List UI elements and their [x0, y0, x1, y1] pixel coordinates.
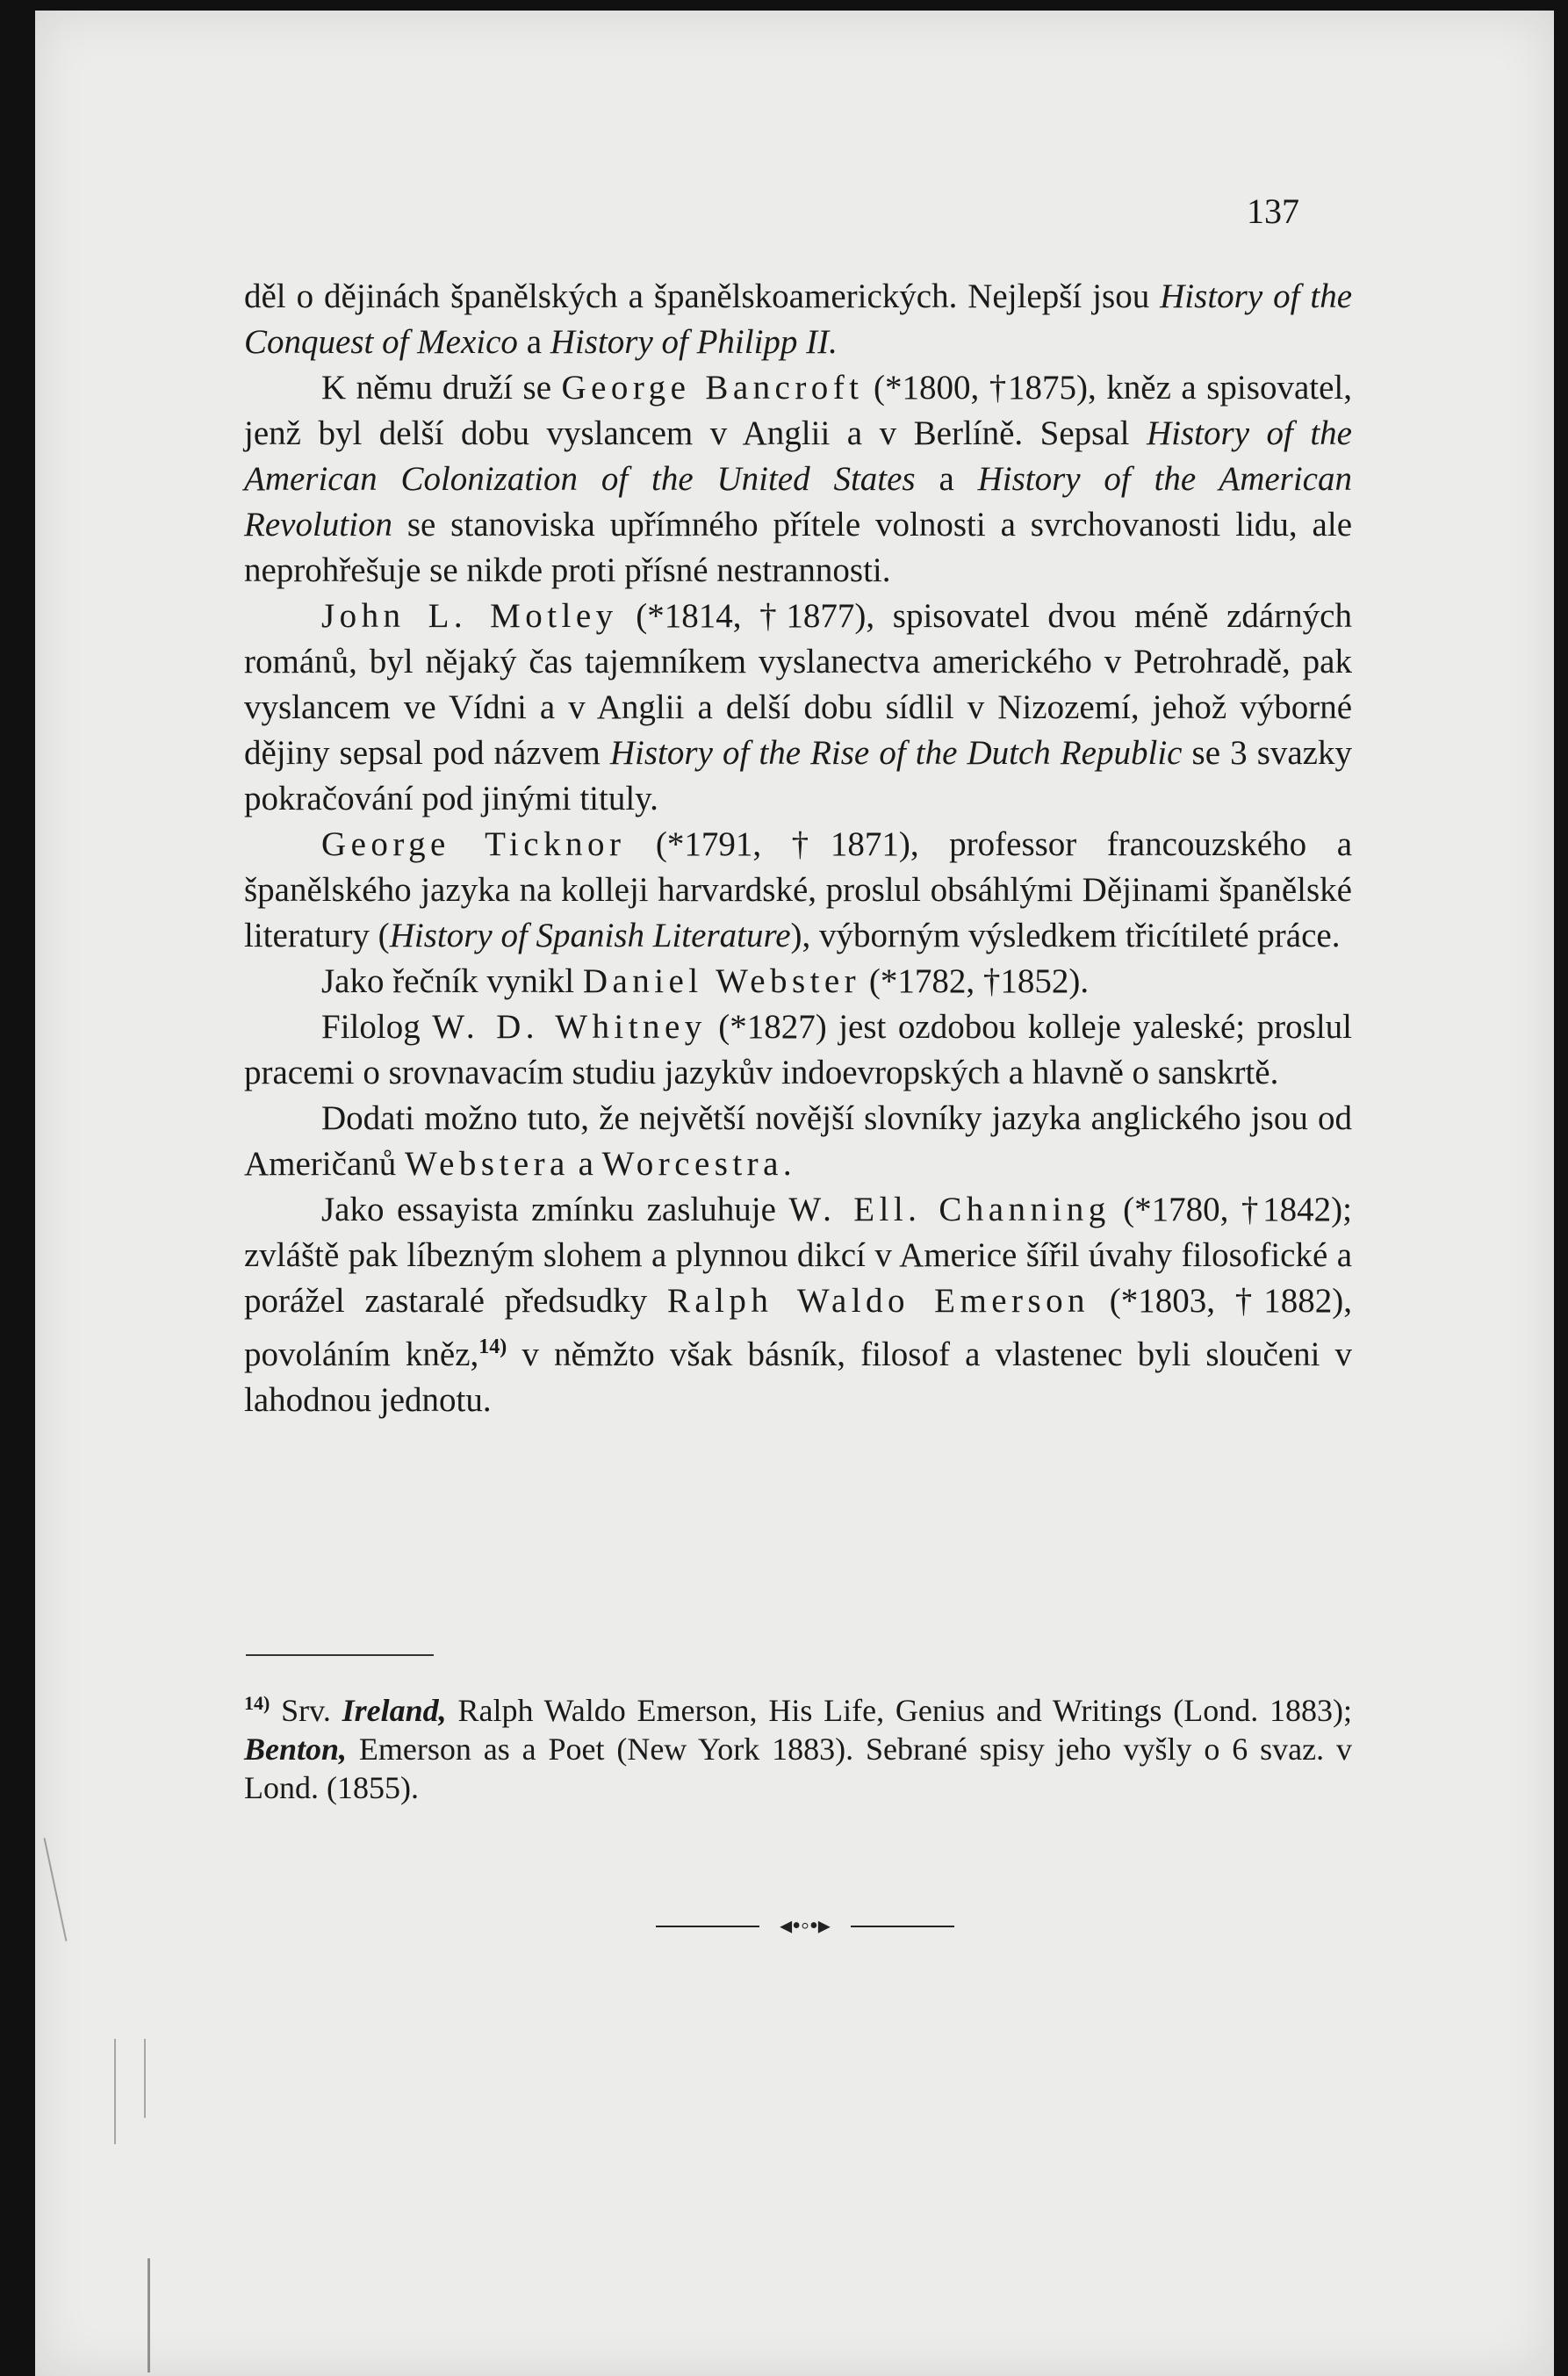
paragraph-2-text: a — [915, 460, 978, 498]
paragraph-4 — [244, 822, 1352, 959]
author-name: Ralph Waldo Emerson — [666, 1282, 1090, 1320]
paragraph-8 — [244, 1187, 1352, 1423]
end-ornament — [656, 1909, 954, 1944]
footnote-text: Ralph Waldo Emerson, His Life, Genius and Writings (Lond. 1883); — [446, 1693, 1353, 1728]
footnote — [244, 1684, 1352, 1807]
paragraph-8-text: Jako essayista zmínku zasluhuje — [321, 1191, 789, 1228]
paragraph-5 — [244, 959, 1352, 1004]
paragraph-1-text: a — [517, 323, 550, 361]
paragraph-7-text: a — [569, 1145, 602, 1183]
book-title: History of Philipp II. — [550, 323, 838, 361]
paragraph-4-text: ), výborným výsledkem třicítileté práce. — [790, 917, 1341, 954]
footnote-mark: 14) — [244, 1692, 270, 1714]
footnote-divider — [246, 1654, 434, 1656]
author-name: Daniel Webster — [582, 962, 861, 1000]
paragraph-8-text: (*1780, †1842); zvláště pak líbezným slohem a plynnou dikcí v Americe šířil úvahy filosofické a porážel zastaralé předsudky — [244, 1191, 1352, 1320]
author-name: Worcestra — [601, 1145, 783, 1183]
scan-mark — [44, 1838, 68, 1941]
paragraph-3-text: se 3 svazky pokračování pod jinými tituly. — [244, 734, 1352, 817]
author-name: Webstera — [405, 1145, 570, 1183]
book-title: History of the American Colonization of the United States — [244, 414, 1352, 498]
paragraph-1 — [244, 274, 1352, 365]
page-number: 137 — [1247, 191, 1299, 231]
footnote-text: Srv. — [270, 1693, 342, 1728]
footnote-author: Ireland, — [342, 1693, 447, 1728]
paragraph-2 — [244, 365, 1352, 594]
paragraph-5-text: (*1782, †1852). — [860, 962, 1090, 1000]
paragraph-3-text: (*1814, †1877), spisovatel dvou méně zdárných románů, byl nějaký čas tajemníkem vyslanectva amerického v Petrohradě, pak vyslancem ve Vídni a v Anglii a delší dobu sídlil v Nizozemí, jehož výborné dějiny sepsal pod názvem — [244, 597, 1352, 772]
paragraph-6 — [244, 1004, 1352, 1096]
ornament-right-line — [851, 1926, 954, 1927]
paragraph-6-text: (*1827) jest ozdobou kolleje yaleské; proslul pracemi o srovnavacím studiu jazykův indoevropských a hlavně o sanskrtě. — [244, 1008, 1352, 1091]
paragraph-3 — [244, 594, 1352, 822]
footnote-reference: 14) — [478, 1336, 507, 1358]
paragraph-2-text: K němu druží se — [321, 369, 562, 407]
ornament-icon: ◂•◦•▸ — [780, 1912, 831, 1940]
paragraph-7-text: Dodati možno tuto, že největší novější slovníky jazyka anglického jsou od Američanů — [244, 1099, 1352, 1183]
paragraph-2-text: (*1800, †1875), kněz a spisovatel, jenž byl delší dobu vyslancem v Anglii a v Berlíně. Sepsal — [244, 369, 1352, 452]
body-text — [244, 274, 1352, 1423]
author-name: George Ticknor — [321, 825, 626, 863]
paragraph-8-text: (*1803, †1882), povoláním kněz, — [244, 1282, 1352, 1373]
paragraph-1-text: děl o dějinách španělských a španělskoamerických. Nejlepší jsou — [244, 277, 1161, 315]
author-name: W. D. Whitney — [432, 1008, 707, 1046]
scan-mark — [114, 2039, 116, 2144]
book-page — [35, 11, 1554, 2376]
paragraph-6-text: Filolog — [321, 1008, 433, 1046]
author-name: George Bancroft — [561, 369, 864, 407]
paragraph-7-text: . — [782, 1145, 792, 1183]
paragraph-5-text: Jako řečník vynikl — [321, 962, 583, 1000]
paragraph-4-text: (*1791, †1871), professor francouzského a španělského jazyka na kolleji harvardské, proslul obsáhlými Dějinami španělské literatury ( — [244, 825, 1352, 954]
footnote-author: Benton, — [244, 1732, 348, 1767]
scan-mark — [147, 2258, 150, 2372]
paragraph-8-text: v němžto však básník, filosof a vlastenec byli sloučeni v lahodnou jednotu. — [244, 1336, 1353, 1419]
book-title: History of Spanish Literature — [389, 917, 791, 954]
author-name: W. Ell. Channing — [788, 1191, 1111, 1228]
footnote-text: Emerson as a Poet (New York 1883). Sebrané spisy jeho vyšly o 6 svaz. v Lond. (1855). — [244, 1732, 1352, 1805]
paragraph-2-text: se stanoviska upřímného přítele volnosti a svrchovanosti lidu, ale neprohřešuje se nikde proti přísné nestrannosti. — [244, 506, 1352, 589]
book-title: History of the Conquest of Mexico — [244, 277, 1352, 361]
book-title: History of the Rise of the Dutch Republic — [609, 734, 1183, 772]
book-title: History of the American Revolution — [244, 460, 1352, 544]
scan-mark — [144, 2039, 146, 2118]
paragraph-7 — [244, 1096, 1352, 1187]
author-name: John L. Motley — [321, 597, 618, 635]
ornament-left-line — [656, 1926, 759, 1927]
